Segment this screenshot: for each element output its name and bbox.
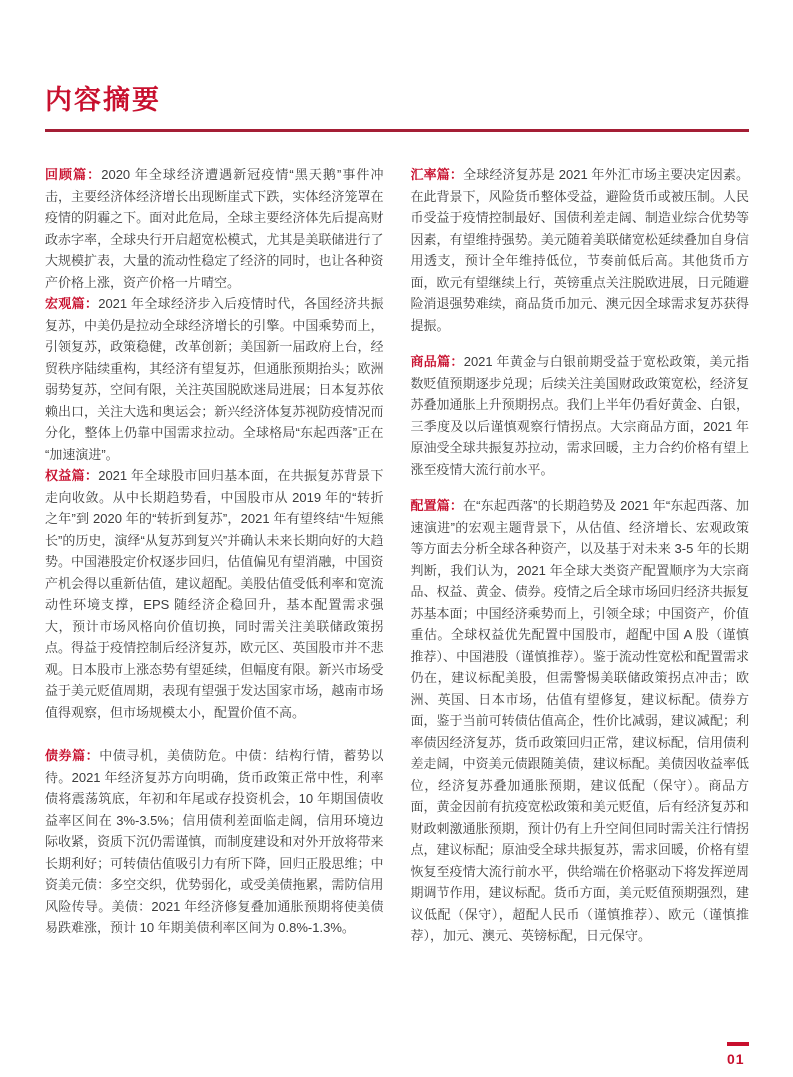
section-commodity bbox=[411, 351, 750, 480]
section-label: 商品篇： bbox=[410, 354, 464, 370]
section-label: 回顾篇： bbox=[45, 167, 102, 183]
section-text: 2020 年全球经济遭遇新冠疫情“黑天鹅”事件冲击，主要经济体经济增长出现断崖式下跌，实体经济笼罩在疫情的阴霾之下。面对此危局，全球主要经济体先后提高财政赤字率，全球央行开启超宽松模式，尤其是美联储进行了大规模扩表，大量的流动性稳定了经济的同时，也让各种资产价格上涨，资产价格一片晴空。 bbox=[45, 167, 384, 290]
section-label: 权益篇： bbox=[45, 468, 99, 484]
right-column bbox=[411, 164, 750, 962]
section-label: 宏观篇： bbox=[45, 296, 99, 312]
page-number: 01 bbox=[727, 1051, 745, 1067]
section-macro bbox=[45, 293, 384, 465]
section-text: 2021 年全球股市回归基本面，在共振复苏背景下走向收敛。从中长期趋势看，中国股市从 2019 年的“转折之年”到 2020 年的“转折到复苏”，2021 年有望终结“牛短熊长”的历史，演绎“从复苏到复兴”并确认未来长期向好的大趋势。中国港股定价权逐步回归，估值偏见有望消融，中国资产机会得以重新估值，建议超配。美股估值受低利率和宽流动性环境支撑，EPS 随经济企稳回升，基本配置需求强大，预计市场风格向价值切换，同时需关注美联储政策拐点。得益于疫情控制后经济复苏，欧元区、英国股市并不悲观。日本股市上涨态势有望延续，但幅度有限。新兴市场受益于美元贬值周期，表现有望强于发达国家市场，越南市场值得观察，但市场规模太小，配置价值不高。 bbox=[45, 468, 384, 720]
page-title: 内容摘要 bbox=[45, 85, 161, 115]
section-text: 全球经济复苏是 2021 年外汇市场主要决定因素。在此背景下，风险货币整体受益，避险货币或被压制。人民币受益于疫情控制最好、国债利差走阔、制造业综合优势等因素，有望维持强势。美元随着美联储宽松延续叠加自身信用透支，预计全年维持低位，节奏前低后高。其他货币方面，欧元有望继续上行，英镑重点关注脱欧进展，日元随避险消退强势难续，商品货币加元、澳元因全球需求复苏获得提振。 bbox=[410, 167, 749, 333]
title-divider bbox=[45, 129, 749, 132]
left-column bbox=[45, 164, 384, 962]
section-text: 在“东起西落”的长期趋势及 2021 年“东起西落、加速演进”的宏观主题背景下，从估值、经济增长、宏观政策等方面去分析全球各种资产，以及基于对未来 3-5 年的长期判断，我们认为，2021 年全球大类资产配置顺序为大宗商品、权益、黄金、债券。疫情之后全球市场回归经济共振复苏基本面；中国经济乘势而上，引领全球；中国资产，价值重估。全球权益优先配置中国股市，超配中国 A 股（谨慎推荐）、中国港股（谨慎推荐）。鉴于流动性宽松和配置需求仍在，建议标配美股，但需警惕美联储政策拐点冲击；欧洲、英国、日本市场，估值有望修复，建议标配。债券方面，鉴于当前可转债估值高企，性价比减弱，建议减配；利率债因经济复苏，货币政策回归正常，建议标配，信用债利差走阔，中资美元债跟随美债，建议标配。美债因收益率低位，经济复苏叠加通胀预期，建议低配（保守）。商品方面，黄金因前有抗疫宽松政策和美元贬值，后有经济复苏和财政刺激通胀预期，预计仍有上升空间但同时需关注行情拐点，建议标配；原油受全球共振复苏，需求回暖，价格有望恢复至疫情大流行前水平，供给端在价格驱动下将发挥逆周期调节作用，建议标配。货币方面，美元贬值预期强烈，建议低配（保守），超配人民币（谨慎推荐）、欧元（谨慎推荐），加元、澳元、英镑标配，日元保守。 bbox=[410, 498, 749, 944]
section-bond bbox=[45, 745, 384, 939]
page-footer bbox=[727, 1042, 749, 1067]
section-allocation bbox=[411, 495, 750, 947]
section-label: 汇率篇： bbox=[410, 167, 464, 183]
summary-columns bbox=[45, 164, 749, 962]
section-label: 配置篇： bbox=[410, 498, 464, 514]
section-text: 2021 年黄金与白银前期受益于宽松政策，美元指数贬值预期逐步兑现；后续关注美国财政政策宽松，经济复苏叠加通胀上升预期拐点。我们上半年仍看好黄金、白银，三季度及以后谨慎观察行情拐点。大宗商品方面，2021 年原油受全球共振复苏拉动，需求回暖，主力合约价格有望上涨至疫情大流行前水平。 bbox=[410, 354, 749, 477]
section-equity bbox=[45, 465, 384, 723]
section-text: 2021 年全球经济步入后疫情时代，各国经济共振复苏，中美仍是拉动全球经济增长的引擎。中国乘势而上，引领复苏，政策稳健，改革创新；美国新一届政府上台，经贸秩序陆续重构，其经济有望复苏，但通胀预期抬头；欧洲弱势复苏，空间有限，关注英国脱欧迷局进展；日本复苏依赖出口，关注大选和奥运会；新兴经济体复苏视防疫情况而分化，整体上仍靠中国需求拉动。全球格局“东起西落”正在“加速演进”。 bbox=[45, 296, 384, 462]
section-review bbox=[45, 164, 384, 293]
section-text: 中债寻机，美债防危。中债：结构行情，蓄势以待。2021 年经济复苏方向明确，货币政策正常中性，利率债将震荡筑底，年初和年尾或存投资机会，10 年期国债收益率区间在 3%-3.5%；信用债利差面临走阔，信用环境边际收紧，资质下沉仍需谨慎，而制度建设和对外开放将带来长期利好；可转债估值吸引力有所下降，回归正股思维；中资美元债：多空交织，优势弱化，或受美债拖累，需防信用风险传导。美债：2021 年经济修复叠加通胀预期将使美债易跌难涨，预计 10 年期美债利率区间为 0.8%-1.3%。 bbox=[45, 748, 384, 936]
page-number-marker bbox=[727, 1042, 749, 1046]
section-label: 债券篇： bbox=[45, 748, 100, 764]
section-fx bbox=[411, 164, 750, 336]
